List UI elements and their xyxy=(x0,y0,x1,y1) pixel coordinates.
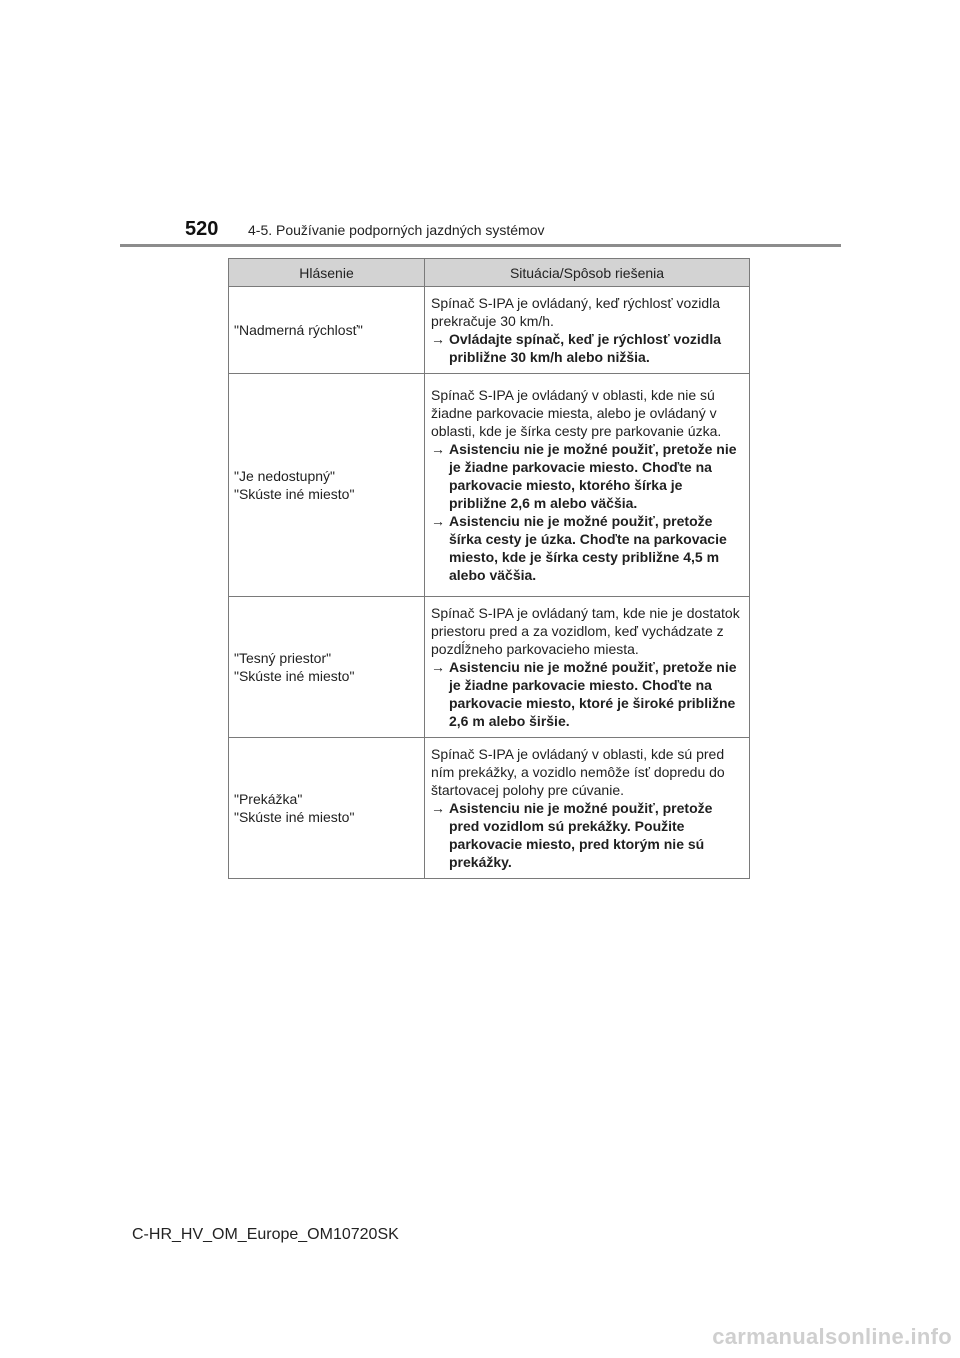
right-arrow-icon: → xyxy=(431,513,445,529)
message-table xyxy=(228,258,750,879)
header-divider xyxy=(120,244,841,247)
solution-text: Asistenciu nie je možné použiť, pretože nie je žiadne parkovacie miesto. Choďte na parkovacie miesto, ktoré je široké približne 2,6 m alebo širšie. xyxy=(449,659,737,729)
right-arrow-icon: → xyxy=(431,331,445,347)
solution-item xyxy=(431,330,743,366)
right-arrow-icon: → xyxy=(431,659,445,675)
solution-text: Asistenciu nie je možné použiť, pretože nie je žiadne parkovacie miesto. Choďte na parkovacie miesto, ktorého šírka je približne 2,6 m alebo väčšia. xyxy=(449,441,737,511)
solution-cell xyxy=(425,374,750,597)
page-number: 520 xyxy=(185,218,219,240)
solution-text: Asistenciu nie je možné použiť, pretože šírka cesty je úzka. Choďte na parkovacie miesto, kde je šírka cesty približne 4,5 m alebo väčšia. xyxy=(449,513,727,583)
message-text: "Prekážka" xyxy=(234,791,303,807)
situation-text: Spínač S-IPA je ovládaný v oblasti, kde nie sú žiadne parkovacie miesta, alebo je ovládaný v oblasti, kde je šírka cesty pre parkovanie úzka. xyxy=(431,387,722,439)
message-cell xyxy=(229,597,425,738)
situation-text: Spínač S-IPA je ovládaný v oblasti, kde sú pred ním prekážky, a vozidlo nemôže ísť dopredu do štartovacej polohy pre cúvanie. xyxy=(431,746,725,798)
right-arrow-icon: → xyxy=(431,441,445,457)
solution-cell xyxy=(425,738,750,879)
message-cell xyxy=(229,738,425,879)
message-text: "Skúste iné miesto" xyxy=(234,809,355,825)
message-text: "Je nedostupný" xyxy=(234,468,336,484)
table-row xyxy=(229,287,750,374)
section-title: 4-5. Používanie podporných jazdných systémov xyxy=(248,222,545,238)
column-header-solution: Situácia/Spôsob riešenia xyxy=(425,259,750,287)
solution-cell xyxy=(425,287,750,374)
table-row xyxy=(229,738,750,879)
message-cell xyxy=(229,287,425,374)
solution-text: Ovládajte spínač, keď je rýchlosť vozidla približne 30 km/h alebo nižšia. xyxy=(449,331,721,365)
solution-item xyxy=(431,658,743,730)
solution-item xyxy=(431,799,743,871)
message-cell xyxy=(229,374,425,597)
message-text: "Skúste iné miesto" xyxy=(234,486,355,502)
situation-text: Spínač S-IPA je ovládaný, keď rýchlosť vozidla prekračuje 30 km/h. xyxy=(431,295,721,329)
watermark: carmanualsonline.info xyxy=(712,1324,952,1349)
message-text: "Tesný priestor" xyxy=(234,650,332,666)
solution-item xyxy=(431,512,743,584)
message-text: "Skúste iné miesto" xyxy=(234,668,355,684)
column-header-message: Hlásenie xyxy=(229,259,425,287)
document-code: C-HR_HV_OM_Europe_OM10720SK xyxy=(132,1226,399,1243)
message-text: "Nadmerná rýchlosť" xyxy=(234,322,363,338)
solution-text: Asistenciu nie je možné použiť, pretože pred vozidlom sú prekážky. Použite parkovacie miesto, pred ktorým nie sú prekážky. xyxy=(449,800,713,870)
solution-item xyxy=(431,440,743,512)
right-arrow-icon: → xyxy=(431,800,445,816)
situation-text: Spínač S-IPA je ovládaný tam, kde nie je dostatok priestoru pred a za vozidlom, keď vychádzate z pozdĺžneho parkovacieho miesta. xyxy=(431,605,740,657)
table-row xyxy=(229,374,750,597)
table-header-row xyxy=(229,259,750,287)
solution-cell xyxy=(425,597,750,738)
table-row xyxy=(229,597,750,738)
